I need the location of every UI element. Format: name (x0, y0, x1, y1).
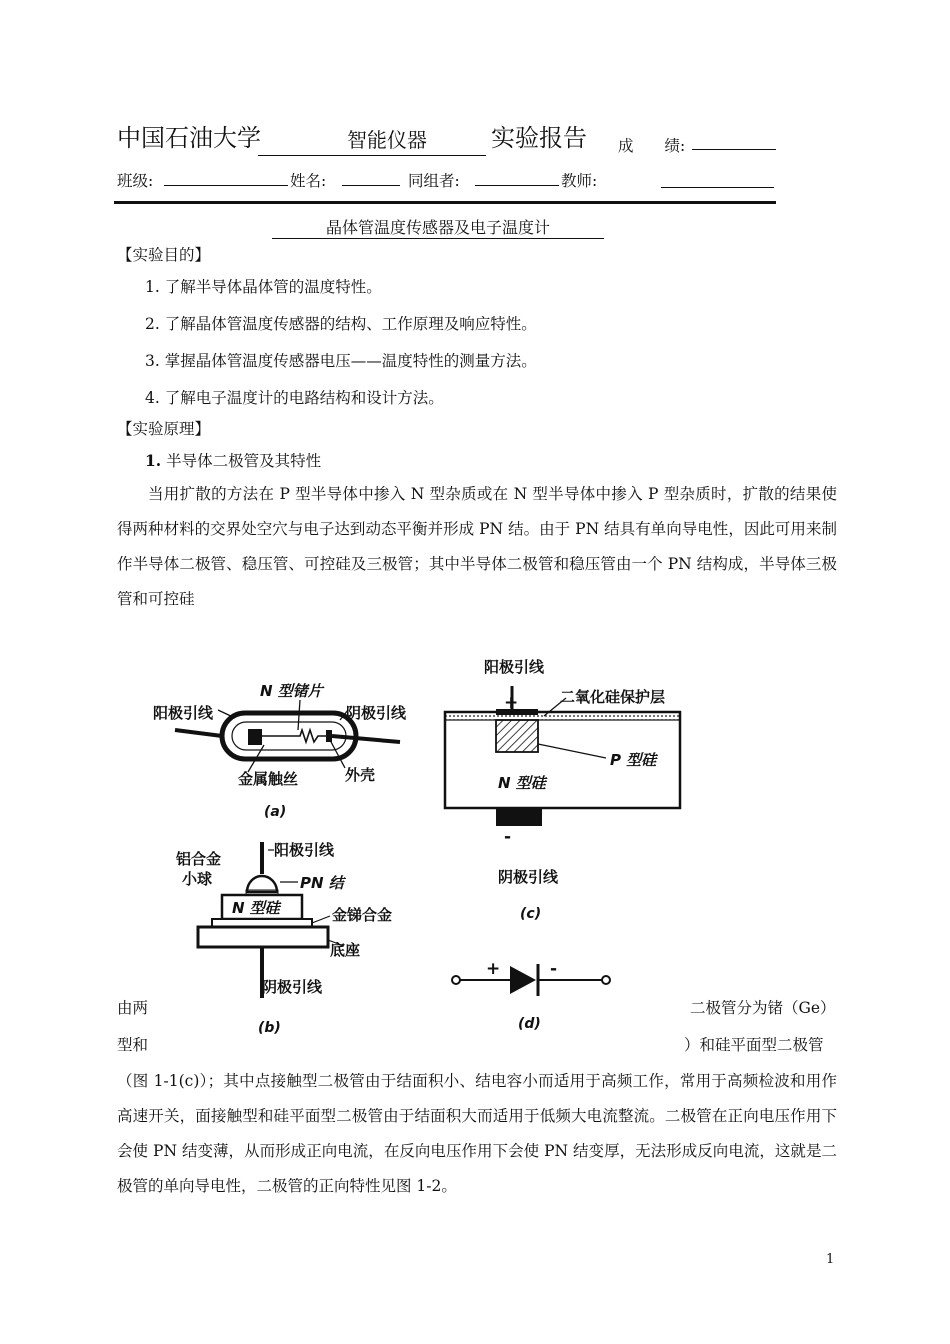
purpose-heading: 【实验目的】 (117, 246, 211, 264)
label-c-cathode: 阴极引线 (498, 868, 559, 886)
text-fragment: ）和硅平面型二极管 (684, 1036, 824, 1054)
diagram-c-planar (445, 658, 680, 922)
label-d-minus: - (550, 959, 558, 979)
label-shell: 外壳 (345, 766, 376, 784)
purpose-item: 2. 了解晶体管温度传感器的结构、工作原理及响应特性。 (145, 315, 537, 333)
teacher-label: 教师: (561, 172, 598, 190)
experiment-title: 晶体管温度传感器及电子温度计 (325, 218, 550, 237)
section-heading (145, 449, 321, 471)
diagram-d-symbol (452, 959, 610, 1032)
grade-label: 成 绩: (618, 137, 686, 155)
label-c-n-silicon: N 型硅 (498, 774, 546, 792)
class-label: 班级: (117, 172, 154, 190)
diagram-b-junction (176, 841, 392, 1036)
section-title: 半导体二极管及其特性 (166, 452, 322, 470)
grade-field[interactable] (692, 149, 776, 150)
label-alloy-ball-2: 小球 (182, 870, 213, 888)
principle-paragraph-2: （图 1-1(c)）；其中点接触型二极管由于结面积小、结电容小而适用于高频工作，常用于高频检波和用作高速开关，面接触型和硅平面型二极管由于结面积大而适用于低频大电流整流。二极管在正向电压作用下会使 PN 结变薄，从而形成正向电流，在反向电压作用下会使 PN 结变厚，无法形成反向电流，这就是二极管的单向导电性，二极管的正向特性见图 1-2。 (117, 1072, 837, 1195)
text-fragment: 二极管分为锗（Ge） (690, 999, 836, 1017)
diode-structure-figure (140, 650, 700, 1040)
label-c-anode: 阳极引线 (484, 658, 545, 676)
label-b-cathode: 阴极引线 (262, 978, 323, 996)
label-metal-wire: 金属触丝 (238, 770, 299, 788)
name-label: 姓名: (290, 172, 327, 190)
label-cathode-lead: 阴极引线 (346, 704, 407, 722)
purpose-item: 4. 了解电子温度计的电路结构和设计方法。 (145, 389, 444, 407)
label-b-anode: 阳极引线 (274, 841, 335, 859)
label-ntype-germanium: N 型锗片 (260, 682, 323, 700)
header-rule (114, 201, 776, 204)
purpose-item: 1. 了解半导体晶体管的温度特性。 (145, 278, 382, 296)
class-field[interactable] (164, 185, 288, 186)
principle-paragraph-1: 当用扩散的方法在 P 型半导体中掺入 N 型杂质或在 N 型半导体中掺入 P 型杂质时，扩散的结果使得两种材料的交界处空穴与电子达到动态平衡并形成 PN 结。由于 PN 结具有单向导电性，因此可用来制作半导体二极管、稳压管、可控硅及三极管；其中半导体二极管和稳压管由一个 PN 结构成，半导体三极管和可控硅 (117, 485, 837, 608)
name-field[interactable] (342, 185, 400, 186)
label-oxide-layer: 二氧化硅保护层 (560, 688, 666, 706)
caption-d: (d) (518, 1016, 541, 1032)
label-c-minus: - (504, 827, 512, 847)
label-base: 底座 (330, 941, 361, 959)
caption-b: (b) (258, 1020, 281, 1036)
group-label: 同组者: (408, 172, 460, 190)
report-label: 实验报告 (491, 124, 587, 152)
title-underline (272, 238, 604, 239)
label-anode-lead: 阳极引线 (153, 704, 214, 722)
diagram-a-point-contact (153, 682, 407, 820)
caption-c: (c) (520, 906, 542, 922)
page-number: 1 (826, 1252, 835, 1267)
label-c-plus: + (504, 693, 519, 713)
text-fragment: 由两 (117, 999, 149, 1017)
label-pn-junction: PN 结 (300, 874, 344, 892)
purpose-item: 3. 掌握晶体管温度传感器电压——温度特性的测量方法。 (145, 352, 537, 370)
principle-heading: 【实验原理】 (117, 420, 211, 438)
label-alloy-ball-1: 铝合金 (176, 850, 222, 868)
text-fragment: 型和 (117, 1036, 149, 1054)
group-field[interactable] (475, 185, 559, 186)
university-name: 中国石油大学 (117, 124, 261, 152)
caption-a: (a) (264, 804, 287, 820)
course-underline (258, 155, 486, 156)
course-name: 智能仪器 (347, 128, 427, 152)
label-b-n-silicon: N 型硅 (232, 899, 280, 917)
teacher-field[interactable] (661, 187, 774, 188)
label-d-plus: + (486, 959, 501, 979)
section-number: 1. (145, 451, 162, 470)
label-p-silicon: P 型硅 (610, 751, 657, 769)
label-gold-antimony: 金锑合金 (332, 906, 393, 924)
